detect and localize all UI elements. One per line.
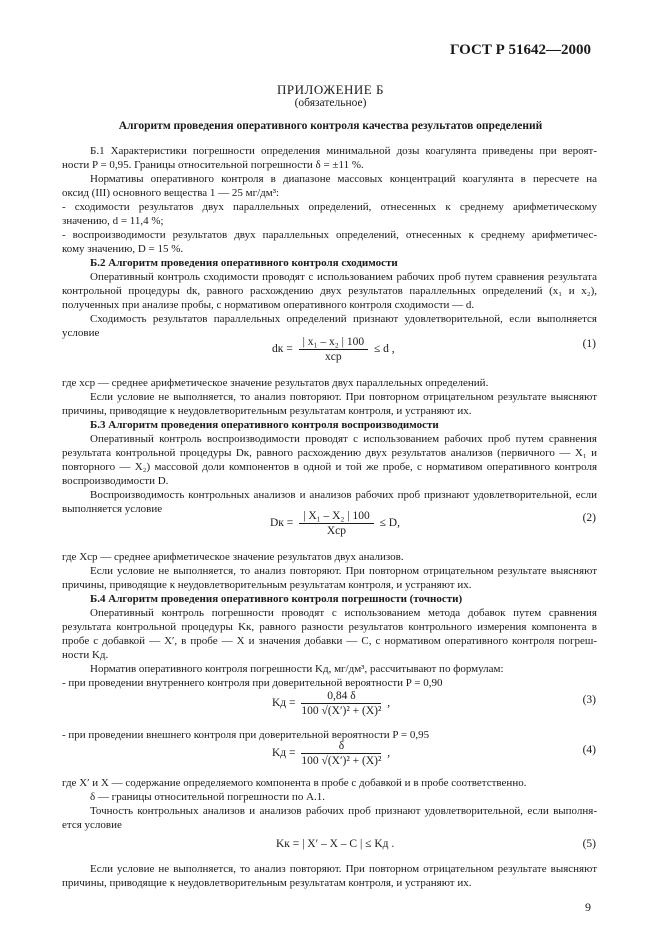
formula-2-denominator: Xср <box>326 525 347 537</box>
b1-line5: - сходимости результатов двух параллельных определений, отнесенных к среднему арифметическому <box>62 201 597 213</box>
b4-line2: результата контрольной процедуры Kк, равного разности результатов контрольного измерения компонента в <box>62 621 597 633</box>
b2-line4: Сходимость результатов параллельных определений признают удовлетворительной, если выполняется <box>90 313 597 325</box>
formula-2 <box>270 510 400 537</box>
formula-3-lhs: Kд = <box>272 697 296 710</box>
formula-4-fraction <box>301 740 381 767</box>
b3-line6: выполняется условие <box>62 503 163 515</box>
formula-1-numerator: | x₁ – x₂ | 100 <box>299 336 369 350</box>
b2-after3: причины, приводящие к неудовлетворительным результатам контроля, и устраняют их. <box>62 405 472 417</box>
formula-2-lhs: Dк = <box>270 517 294 530</box>
b1-line8: кому значению, D = 15 %. <box>62 243 184 255</box>
appendix-title: ПРИЛОЖЕНИЕ Б <box>277 82 384 97</box>
b4-line11: ется условие <box>62 819 122 831</box>
formula-4-numerator: δ <box>301 740 381 754</box>
formula-2-rhs: ≤ D, <box>379 517 400 530</box>
b2-line1: Оперативный контроль сходимости проводят с использованием рабочих проб путем сравнения результата <box>90 271 597 283</box>
formula-3-denominator: 100 √(X′)² + (X)² <box>301 705 382 717</box>
formula-1-fraction <box>299 336 369 363</box>
formula-3-number: (3) <box>582 694 596 706</box>
b3-after2: Если условие не выполняется, то анализ повторяют. При повторном отрицательном результате выясняют <box>90 565 597 577</box>
b3-after3: причины, приводящие к неудовлетворительным результатам контроля, и устраняют их. <box>62 579 472 591</box>
main-heading: Алгоритм проведения оперативного контроля качества результатов определений <box>118 120 543 132</box>
b1-line2: ности P = 0,95. Границы относительной погрешности δ = ±11 %. <box>62 159 364 171</box>
formula-1-number: (1) <box>582 338 596 350</box>
formula-2-numerator: | X₁ – X₂ | 100 <box>299 510 374 524</box>
b2-line3: полученных при анализе пробы, с нормативом оперативного контроля сходимости — d. <box>62 299 475 311</box>
page-number: 9 <box>585 900 591 914</box>
formula-3-numerator: 0,84 δ <box>301 690 381 704</box>
b4-line5: Норматив оперативного контроля погрешности Kд, мг/дм³, рассчитывают по формулам: <box>90 663 504 675</box>
b4-last1: Если условие не выполняется, то анализ повторяют. При повторном отрицательном результате выясняют <box>90 863 597 875</box>
b4-line4: ности Kд. <box>62 649 109 661</box>
b2-after1: где xср — среднее арифметическое значение результатов двух параллельных определений. <box>62 377 489 389</box>
formula-2-number: (2) <box>582 512 596 524</box>
b1-line6: значению, d = 11,4 %; <box>62 215 164 227</box>
b4-line7: - при проведении внешнего контроля при доверительной вероятности P = 0,95 <box>62 729 430 741</box>
formula-1-rhs: ≤ d , <box>373 343 395 356</box>
formula-1-denominator: xср <box>325 351 342 363</box>
formula-5: Kк = | X′ – X – C | ≤ Kд . <box>276 838 395 850</box>
formula-1-lhs: dк = <box>272 343 293 356</box>
formula-4-number: (4) <box>582 744 596 756</box>
b4-line9: δ — границы относительной погрешности по А.1. <box>90 791 326 803</box>
formula-4-rhs: , <box>387 747 391 760</box>
b2-heading: Б.2 Алгоритм проведения оперативного контроля сходимости <box>90 257 398 269</box>
b4-line1: Оперативный контроль погрешности проводят с использованием метода добавок путем сравнения <box>90 607 597 619</box>
b4-line8: где X′ и X — содержание определяемого компонента в пробе с добавкой и в пробе соответственно. <box>62 777 527 789</box>
b3-after1: где Xср — среднее арифметическое значение результатов двух анализов. <box>62 551 404 563</box>
formula-3-rhs: , <box>387 697 391 710</box>
b2-line5: условие <box>62 327 100 339</box>
b4-line3: пробе с добавкой — X′, в пробе — X и значения добавки — C, с нормативом оперативного контроля погреш- <box>62 635 597 647</box>
formula-3 <box>272 690 390 717</box>
b2-line2: контрольной процедуры dк, равного расхождению двух результатов параллельных определений (x₁ и x₂), <box>62 285 597 297</box>
b3-line1: Оперативный контроль воспроизводимости проводят с использованием рабочих проб путем сравнения <box>90 433 597 445</box>
standard-number: ГОСТ Р 51642—2000 <box>449 42 591 58</box>
b3-line4: воспроизводимости D. <box>62 475 169 487</box>
b1-line7: - воспроизводимости результатов двух параллельных определений, отнесенных к среднему арифметичес- <box>62 229 597 241</box>
b1-line3: Нормативы оперативного контроля в диапазоне массовых концентраций коагулянта в пересчете на <box>90 173 597 185</box>
formula-4-denominator: 100 √(X′)² + (X)² <box>301 755 382 767</box>
formula-4-lhs: Kд = <box>272 747 296 760</box>
b2-after2: Если условие не выполняется, то анализ повторяют. При повторном отрицательном результате выясняют <box>90 391 597 403</box>
formula-1 <box>272 336 395 363</box>
b3-heading: Б.3 Алгоритм проведения оперативного контроля воспроизводимости <box>90 419 439 431</box>
b4-heading: Б.4 Алгоритм проведения оперативного контроля погрешности (точности) <box>90 593 463 605</box>
b1-line4: оксид (III) основного вещества 1 — 25 мг/дм³: <box>62 187 280 199</box>
b4-line10: Точность контрольных анализов и анализов рабочих проб признают удовлетворительной, если выполня- <box>90 805 597 817</box>
b3-line5: Воспроизводимость контрольных анализов и анализов рабочих проб признают удовлетворительной, если <box>90 489 597 501</box>
formula-2-fraction <box>299 510 374 537</box>
b3-line2: результата контрольной процедуры Dк, равного расхождению двух результатов анализов (первичного — X₁ и <box>62 447 597 459</box>
formula-4 <box>272 740 390 767</box>
b4-last2: причины, приводящие к неудовлетворительным результатам контроля, и устраняют их. <box>62 877 472 889</box>
b4-line6: - при проведении внутреннего контроля при доверительной вероятности P = 0,90 <box>62 677 443 689</box>
formula-3-fraction <box>301 690 381 717</box>
appendix-subtitle: (обязательное) <box>294 97 367 109</box>
b1-line1: Б.1 Характеристики погрешности определения минимальной дозы коагулянта приведены при вероят- <box>90 145 597 157</box>
b3-line3: повторного — X₂) массовой доли компонентов в одной и той же пробе, с нормативом оперативного контроля <box>62 461 597 473</box>
formula-5-number: (5) <box>582 838 596 850</box>
